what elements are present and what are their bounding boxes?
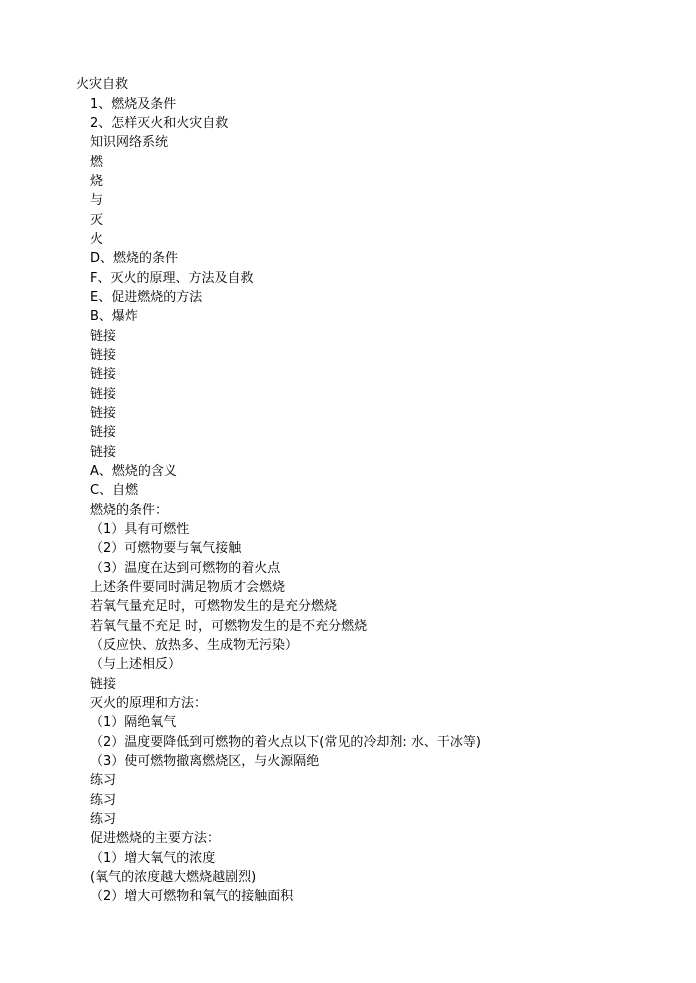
topic-line: A、燃烧的含义 <box>90 464 177 479</box>
method-item: （1）隔绝氧气 <box>90 715 177 730</box>
body-text: （反应快、放热多、生成物无污染） <box>90 638 299 653</box>
vertical-char: 火 <box>90 232 104 247</box>
body-text: 上述条件要同时满足物质才会燃烧 <box>90 580 286 595</box>
link-text: 链接 <box>90 406 117 421</box>
link-text: 链接 <box>90 329 117 344</box>
subsection-heading: 燃烧的条件： <box>90 503 169 518</box>
body-text: 若氧气量充足时，可燃物发生的是充分燃烧 <box>90 599 338 614</box>
condition-item: （2）可燃物要与氧气接触 <box>90 541 242 556</box>
doc-title: 火灾自救 <box>76 77 129 92</box>
link-text: 链接 <box>90 425 117 440</box>
exercise-text: 练习 <box>90 812 117 827</box>
topic-line: C、自燃 <box>90 483 139 498</box>
outline-item-2: 2、怎样灭火和火灾自救 <box>90 116 229 131</box>
subsection-heading: 灭火的原理和方法： <box>90 696 208 711</box>
vertical-char: 与 <box>90 193 104 208</box>
exercise-text: 练习 <box>90 793 117 808</box>
condition-item: （3）温度在达到可燃物的着火点 <box>90 561 281 576</box>
topic-line: B、爆炸 <box>90 309 138 324</box>
method-item: （2）增大可燃物和氧气的接触面积 <box>90 889 294 904</box>
method-item: （1）增大氧气的浓度 <box>90 851 216 866</box>
outline-item-1: 1、燃烧及条件 <box>90 97 177 112</box>
topic-line: F、灭火的原理、方法及自救 <box>90 271 254 286</box>
vertical-char: 灭 <box>90 213 104 228</box>
vertical-char: 燃 <box>90 155 104 170</box>
link-text: 链接 <box>90 677 117 692</box>
body-text: (氧气的浓度越大燃烧越剧烈) <box>90 870 257 885</box>
subsection-heading: 促进燃烧的主要方法： <box>90 831 221 846</box>
link-text: 链接 <box>90 387 117 402</box>
topic-line: E、促进燃烧的方法 <box>90 290 203 305</box>
condition-item: （1）具有可燃性 <box>90 522 190 537</box>
link-text: 链接 <box>90 367 117 382</box>
method-item: （2）温度要降低到可燃物的着火点以下(常见的冷却剂: 水、干冰等) <box>90 735 481 750</box>
vertical-char: 烧 <box>90 174 104 189</box>
topic-line: D、燃烧的条件 <box>90 251 179 266</box>
section-heading: 知识网络系统 <box>90 135 169 150</box>
method-item: （3）使可燃物撤离燃烧区，与火源隔绝 <box>90 754 320 769</box>
body-text: 若氧气量不充足 时，可燃物发生的是不充分燃烧 <box>90 619 368 634</box>
body-text: （与上述相反） <box>90 657 182 672</box>
exercise-text: 练习 <box>90 773 117 788</box>
link-text: 链接 <box>90 445 117 460</box>
link-text: 链接 <box>90 348 117 363</box>
